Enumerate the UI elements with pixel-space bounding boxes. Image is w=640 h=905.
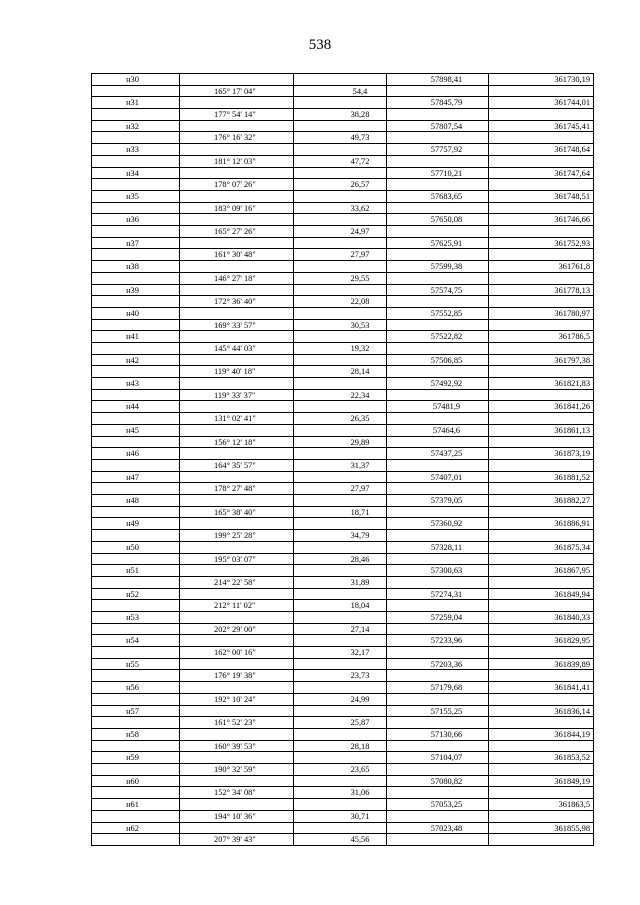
table-row — [91, 191, 594, 214]
coord-x: 57328,11 — [386, 542, 488, 553]
table-row — [91, 401, 594, 424]
coord-y: 361829,95 — [488, 635, 594, 646]
point-id: н41 — [91, 331, 179, 342]
direction-angle: 192° 10' 24" — [179, 694, 293, 706]
coord-y: 361839,89 — [488, 659, 594, 670]
direction-angle: 178° 27' 48" — [179, 483, 293, 495]
direction-angle: 199° 25' 28" — [179, 530, 293, 542]
coord-y: 361747,64 — [488, 168, 594, 179]
coord-x: 57845,79 — [386, 97, 488, 108]
table-row — [91, 823, 594, 846]
table-row — [91, 542, 594, 565]
coord-y: 361886,91 — [488, 518, 594, 529]
direction-angle: 165° 17' 04" — [179, 86, 293, 98]
page-number: 538 — [308, 37, 332, 53]
coord-x: 57379,05 — [386, 495, 488, 506]
table-row — [91, 752, 594, 775]
coord-x: 57023,48 — [386, 823, 488, 834]
coord-y: 361761,8 — [488, 261, 594, 272]
coord-x: 57080,82 — [386, 776, 488, 787]
coord-x: 57155,25 — [386, 706, 488, 717]
point-id: н58 — [91, 729, 179, 740]
coord-y: 361744,01 — [488, 97, 594, 108]
table-row — [91, 425, 594, 448]
table-row — [91, 659, 594, 682]
point-id: н51 — [91, 565, 179, 576]
coord-x: 57599,38 — [386, 261, 488, 272]
table-row — [91, 729, 594, 752]
coord-y: 361849,19 — [488, 776, 594, 787]
coord-y: 361748,64 — [488, 144, 594, 155]
point-id: н42 — [91, 355, 179, 366]
point-id: н39 — [91, 285, 179, 296]
segment-length: 24,99 — [293, 694, 386, 706]
point-id: н53 — [91, 612, 179, 623]
coord-x: 57104,07 — [386, 752, 488, 763]
point-id: н34 — [91, 168, 179, 179]
segment-length: 23,73 — [293, 670, 386, 682]
segment-length: 54,4 — [293, 86, 386, 98]
coord-x: 57053,25 — [386, 799, 488, 810]
table-row — [91, 97, 594, 120]
table-row — [91, 776, 594, 799]
coord-x: 57203,36 — [386, 659, 488, 670]
direction-angle: 194° 10' 36" — [179, 811, 293, 823]
segment-length: 28,46 — [293, 554, 386, 566]
segment-length: 34,79 — [293, 530, 386, 542]
segment-length: 45,56 — [293, 834, 386, 846]
coord-y: 361786,5 — [488, 331, 594, 342]
coord-x: 57625,91 — [386, 238, 488, 249]
coord-y: 361840,33 — [488, 612, 594, 623]
direction-angle: 172° 36' 40" — [179, 296, 293, 308]
table-row — [91, 285, 594, 308]
direction-angle: 190° 32' 59" — [179, 764, 293, 776]
direction-angle: 214° 22' 58" — [179, 577, 293, 589]
table-row — [91, 706, 594, 729]
coord-y: 361849,94 — [488, 589, 594, 600]
table-row — [91, 799, 594, 822]
segment-length: 31,89 — [293, 577, 386, 589]
point-id: н61 — [91, 799, 179, 810]
coord-x: 57710,21 — [386, 168, 488, 179]
coord-y: 361730,19 — [488, 74, 594, 85]
direction-angle: 161° 30' 48" — [179, 249, 293, 261]
table-row — [91, 565, 594, 588]
coord-y: 361821,83 — [488, 378, 594, 389]
point-id: н49 — [91, 518, 179, 529]
direction-angle: 131° 02' 41" — [179, 413, 293, 425]
coord-y: 361841,26 — [488, 401, 594, 412]
coord-x: 57506,85 — [386, 355, 488, 366]
coord-x: 57807,54 — [386, 121, 488, 132]
table-row — [91, 121, 594, 144]
coord-x: 57492,92 — [386, 378, 488, 389]
coord-y: 361881,52 — [488, 472, 594, 483]
segment-length: 31,37 — [293, 460, 386, 472]
point-id: н47 — [91, 472, 179, 483]
table-row — [91, 144, 594, 167]
segment-length: 24,97 — [293, 226, 386, 238]
segment-length: 47,72 — [293, 156, 386, 168]
point-id: н31 — [91, 97, 179, 108]
coord-y: 361780,97 — [488, 308, 594, 319]
point-id: н46 — [91, 448, 179, 459]
table-row — [91, 168, 594, 191]
point-id: н32 — [91, 121, 179, 132]
point-id: н33 — [91, 144, 179, 155]
segment-length: 31,06 — [293, 787, 386, 799]
point-id: н62 — [91, 823, 179, 834]
point-id: н54 — [91, 635, 179, 646]
table-row — [91, 378, 594, 401]
table-row — [91, 331, 594, 354]
point-id: н57 — [91, 706, 179, 717]
coord-y: 361882,27 — [488, 495, 594, 506]
segment-length: 19,32 — [293, 343, 386, 355]
segment-length: 32,17 — [293, 647, 386, 659]
direction-angle: 119° 33' 37" — [179, 390, 293, 402]
segment-length: 27,97 — [293, 249, 386, 261]
direction-angle: 183° 09' 16" — [179, 203, 293, 215]
coord-x: 57650,08 — [386, 214, 488, 225]
direction-angle: 202° 29' 00" — [179, 624, 293, 636]
direction-angle: 156° 12' 18" — [179, 437, 293, 449]
point-id: н38 — [91, 261, 179, 272]
point-id: н45 — [91, 425, 179, 436]
point-id: н36 — [91, 214, 179, 225]
point-id: н44 — [91, 401, 179, 412]
table-row — [91, 682, 594, 705]
segment-length: 27,14 — [293, 624, 386, 636]
coord-x: 57552,85 — [386, 308, 488, 319]
point-id: н52 — [91, 589, 179, 600]
coord-x: 57437,25 — [386, 448, 488, 459]
point-id: н30 — [91, 74, 179, 85]
table-row — [91, 238, 594, 261]
direction-angle: 162° 00' 16" — [179, 647, 293, 659]
direction-angle: 176° 19' 38" — [179, 670, 293, 682]
direction-angle: 176° 16' 32" — [179, 132, 293, 144]
table-row — [91, 635, 594, 658]
table-row — [91, 261, 594, 284]
point-id: н50 — [91, 542, 179, 553]
coord-x: 57259,04 — [386, 612, 488, 623]
coord-y: 361844,19 — [488, 729, 594, 740]
coord-y: 361797,38 — [488, 355, 594, 366]
coord-y: 361836,14 — [488, 706, 594, 717]
point-id: н60 — [91, 776, 179, 787]
segment-length: 26,57 — [293, 179, 386, 191]
table-row — [91, 518, 594, 541]
table-row — [91, 355, 594, 378]
direction-angle: 152° 34' 08" — [179, 787, 293, 799]
segment-length: 29,89 — [293, 437, 386, 449]
direction-angle: 161° 52' 23" — [179, 717, 293, 729]
table-row — [91, 74, 594, 97]
point-id: н43 — [91, 378, 179, 389]
segment-length: 26,35 — [293, 413, 386, 425]
coord-x: 57481,9 — [386, 401, 488, 412]
table-row — [91, 448, 594, 471]
point-id: н48 — [91, 495, 179, 506]
coord-y: 361873,19 — [488, 448, 594, 459]
coord-y: 361875,34 — [488, 542, 594, 553]
coord-y: 361861,13 — [488, 425, 594, 436]
coord-y: 361778,13 — [488, 285, 594, 296]
point-id: н59 — [91, 752, 179, 763]
direction-angle: 169° 33' 57" — [179, 320, 293, 332]
direction-angle: 195° 03' 07" — [179, 554, 293, 566]
segment-length: 30,71 — [293, 811, 386, 823]
coord-x: 57274,31 — [386, 589, 488, 600]
coord-x: 57179,68 — [386, 682, 488, 693]
coord-x: 57360,92 — [386, 518, 488, 529]
segment-length: 27,97 — [293, 483, 386, 495]
point-id: н37 — [91, 238, 179, 249]
coord-y: 361863,5 — [488, 799, 594, 810]
coord-x: 57522,82 — [386, 331, 488, 342]
table-row — [91, 589, 594, 612]
point-id: н40 — [91, 308, 179, 319]
segment-length: 28,14 — [293, 366, 386, 378]
direction-angle: 165° 27' 26" — [179, 226, 293, 238]
segment-length: 22,34 — [293, 390, 386, 402]
direction-angle: 178° 07' 26" — [179, 179, 293, 191]
direction-angle: 145° 44' 03" — [179, 343, 293, 355]
table-row — [91, 612, 594, 635]
direction-angle: 160° 39' 53" — [179, 741, 293, 753]
coord-x: 57898,41 — [386, 74, 488, 85]
segment-length: 29,55 — [293, 273, 386, 285]
coord-y: 361841,41 — [488, 682, 594, 693]
direction-angle: 212° 11' 02" — [179, 600, 293, 612]
coord-y: 361855,98 — [488, 823, 594, 834]
coord-x: 57130,66 — [386, 729, 488, 740]
segment-length: 18,04 — [293, 600, 386, 612]
segment-length: 18,71 — [293, 507, 386, 519]
segment-length: 25,87 — [293, 717, 386, 729]
coord-y: 361748,51 — [488, 191, 594, 202]
direction-angle: 207° 39' 43" — [179, 834, 293, 846]
point-id: н56 — [91, 682, 179, 693]
coord-y: 361853,52 — [488, 752, 594, 763]
coord-x: 57407,01 — [386, 472, 488, 483]
coord-x: 57233,96 — [386, 635, 488, 646]
table-row — [91, 214, 594, 237]
segment-length: 23,65 — [293, 764, 386, 776]
segment-length: 30,53 — [293, 320, 386, 332]
table-row — [91, 495, 594, 518]
segment-length: 22,08 — [293, 296, 386, 308]
coord-x: 57757,92 — [386, 144, 488, 155]
coord-x: 57683,65 — [386, 191, 488, 202]
coord-y: 361745,41 — [488, 121, 594, 132]
segment-length: 33,62 — [293, 203, 386, 215]
segment-length: 38,28 — [293, 109, 386, 121]
table-row — [91, 308, 594, 331]
coord-x: 57574,75 — [386, 285, 488, 296]
direction-angle: 181° 12' 03" — [179, 156, 293, 168]
coord-y: 361867,95 — [488, 565, 594, 576]
point-id: н55 — [91, 659, 179, 670]
coord-y: 361752,93 — [488, 238, 594, 249]
point-id: н35 — [91, 191, 179, 202]
table-row — [91, 472, 594, 495]
direction-angle: 119° 40' 18" — [179, 366, 293, 378]
coord-x: 57300,63 — [386, 565, 488, 576]
segment-length: 28,18 — [293, 741, 386, 753]
coord-x: 57464,6 — [386, 425, 488, 436]
direction-angle: 146° 27' 18" — [179, 273, 293, 285]
segment-length: 49,73 — [293, 132, 386, 144]
direction-angle: 165° 38' 40" — [179, 507, 293, 519]
coordinates-table — [91, 73, 594, 846]
coord-y: 361746,66 — [488, 214, 594, 225]
direction-angle: 177° 54' 14" — [179, 109, 293, 121]
direction-angle: 164° 35' 57" — [179, 460, 293, 472]
